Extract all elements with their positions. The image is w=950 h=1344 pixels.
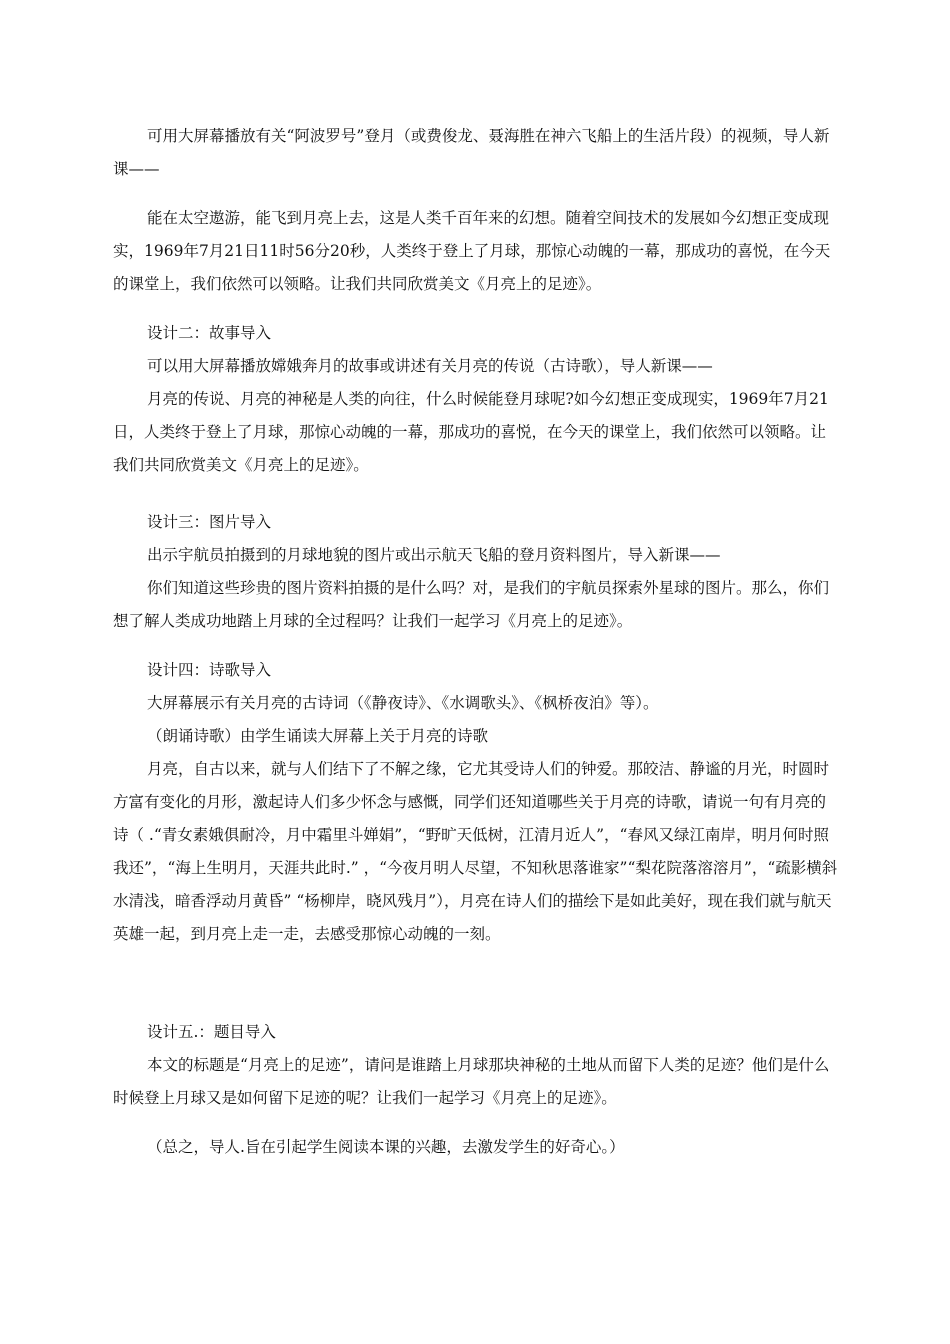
paragraph-recite-poems: （朗诵诗歌）由学生诵读大屏幕上关于月亮的诗歌 [147,727,489,745]
paragraph-picture-intro: 出示宇航员拍摄到的月球地貌的图片或出示航天飞船的登月资料图片，导入新课—— [147,546,721,564]
paragraph-space-dream: 能在太空遨游，能飞到月亮上去，这是人类千百年来的幻想。随着空间技术的发展如今幻想正变成现实，1969年7月21日11时56分20秒，人类终于登上了月球，那惊心动魄的一幕，那成功的喜悦，在今天的课堂上，我们依然可以领略。让我们共同欣赏美文《月亮上的足迹》。 [113,209,831,293]
heading-design-three: 设计三：图片导入 [147,513,272,531]
paragraph-moon-poems: 月亮，自古以来，就与人们结下了不解之缘，它尤其受诗人们的钟爱。那皎洁、静谧的月光，时圆时方富有变化的月形，激起诗人们多少怀念与感慨，同学们还知道哪些关于月亮的诗歌，请说一句有月亮的诗（ .“青女素娥俱耐冷，月中霜里斗婵娟”，“野旷天低树，江清月近人”，“春风又绿江南岸，明月何时照我还”，“海上生明月，天涯共此时.” ，“今夜月明人尽望，不知秋思落谁家”“梨花院落溶溶月”，“疏影横斜水清浅，暗香浮动月黄昏” “杨柳岸，晓风残月”），月亮在诗人们的描绘下是如此美好，现在我们就与航天英雄一起，到月亮上走一走，去感受那惊心动魄的一刻。 [113,760,838,943]
paragraph-moon-legend: 月亮的传说、月亮的神秘是人类的向往，什么时候能登月球呢?如今幻想正变成现实，1969年7月21日，人类终于登上了月球，那惊心动魄的一幕，那成功的喜悦，在今天的课堂上，我们依然可以领略。让我们共同欣赏美文《月亮上的足迹》。 [113,390,829,474]
paragraph-summary: （总之，导人.旨在引起学生阅读本课的兴趣，去激发学生的好奇心。） [147,1138,625,1156]
heading-design-two: 设计二：故事导入 [147,324,272,342]
paragraph-title-intro: 本文的标题是“月亮上的足迹”，请问是谁踏上月球那块神秘的土地从而留下人类的足迹？他们是什么时候登上月球又是如何留下足迹的呢？让我们一起学习《月亮上的足迹》。 [113,1056,830,1107]
heading-design-four: 设计四：诗歌导入 [147,661,272,679]
heading-design-five: 设计五.：题目导入 [147,1023,276,1041]
paragraph-poem-screen: 大屏幕展示有关月亮的古诗词（《静夜诗》、《水调歌头》、《枫桥夜泊》等）。 [147,694,659,712]
paragraph-video-intro: 可用大屏幕播放有关“阿波罗号”登月（或费俊龙、聂海胜在神六飞船上的生活片段）的视频，导人新课—— [113,127,830,178]
paragraph-precious-pictures: 你们知道这些珍贵的图片资料拍摄的是什么吗？对，是我们的宇航员探索外星球的图片。那么，你们想了解人类成功地踏上月球的全过程吗？让我们一起学习《月亮上的足迹》。 [113,579,830,630]
paragraph-story-intro: 可以用大屏幕播放嫦娥奔月的故事或讲述有关月亮的传说（古诗歌），导人新课—— [147,357,713,375]
